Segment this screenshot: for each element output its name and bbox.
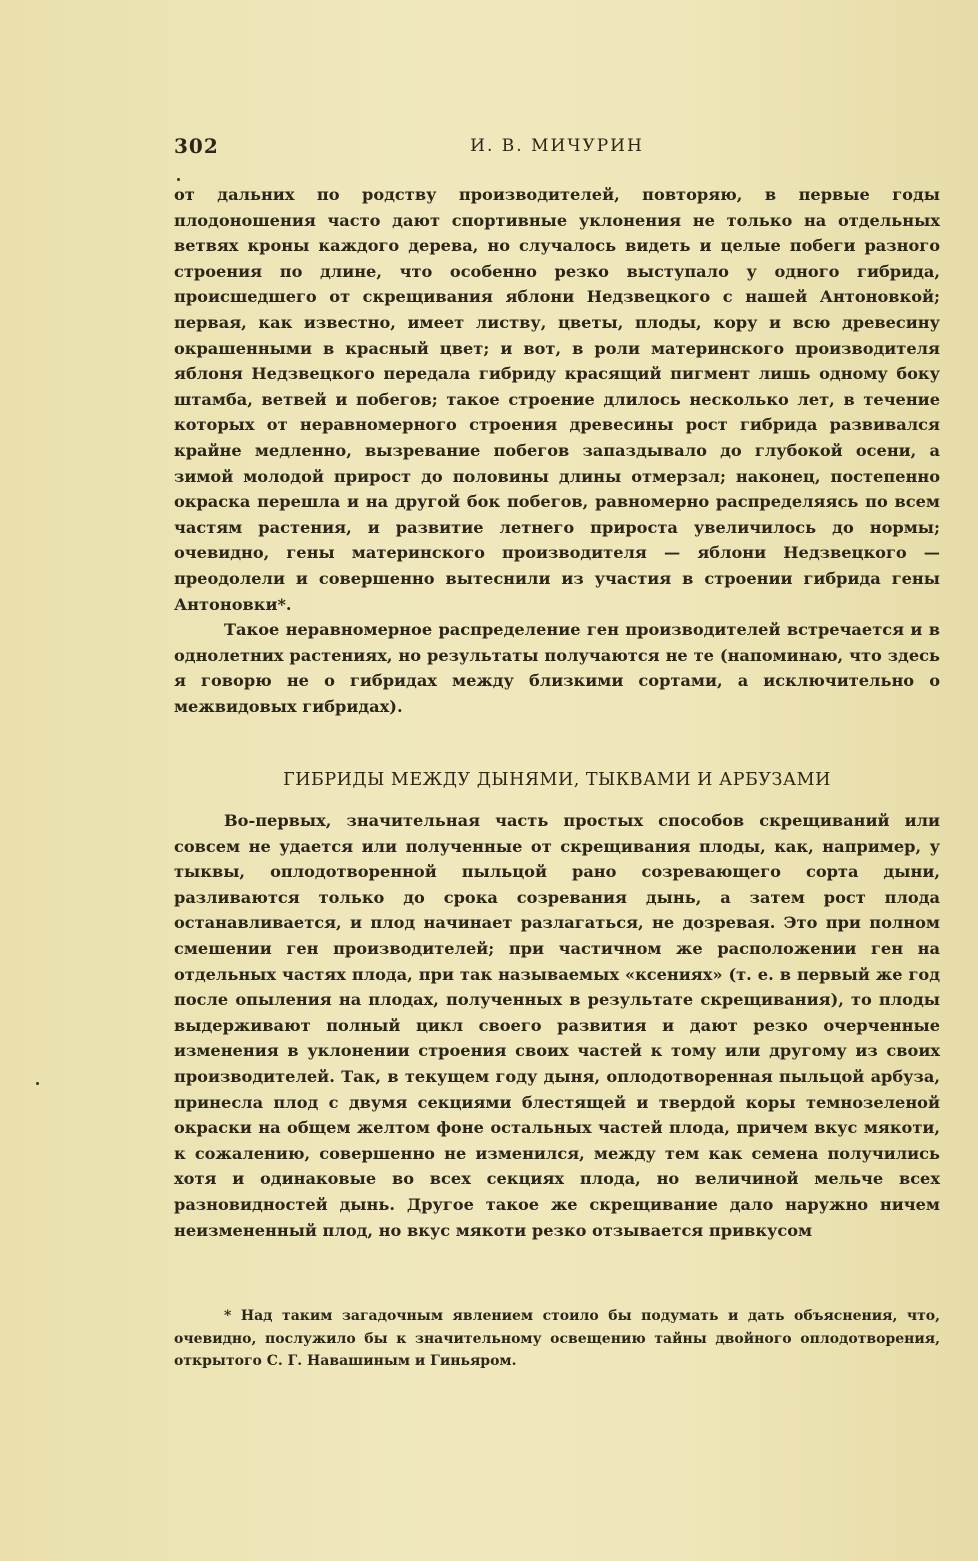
footnote-text: * Над таким загадочным явлением стоило бы подумать и дать объяснения, что, очевидно, послужило бы к значительному освещению тайны двойного оплодотворения, открытого С. Г. Навашиным и Гиньяром. [174,1308,940,1369]
print-speck [177,178,180,181]
author-running-title: И. В. МИЧУРИН [470,136,644,156]
print-speck [36,1082,39,1085]
page-number: 302 [174,134,219,158]
paragraph: Во-первых, значительная часть простых способов скрещиваний или совсем не удается или полученные от скрещивания плоды, как, например, у тыквы, оплодотворенной пыльцой рано созревающего сорта дыни, разливаются только до срока созревания дынь, а затем рост плода останавливается, и плод начинает разлагаться, не дозревая. Это при полном смешении ген производителей; при частичном же расположении ген на отдельных частях плода, при так называемых «ксениях» (т. е. в первый же год после опыления на плодах, полученных в результате скрещивания), то плоды выдерживают полный цикл своего развития и дают резко очерченные изменения в уклонении строения своих частей к тому или другому из своих производителей. Так, в текущем году дыня, оплодотворенная пыльцой арбуза, принесла плод с двумя секциями блестящей и твердой коры темнозеленой окраски на общем желтом фоне остальных частей плода, причем вкус мякоти, к сожалению, совершенно не изменился, между тем как семена получились хотя и одинаковые во всех секциях плода, но величиной мельче всех разновидностей дынь. Другое такое же скрещивание дало наружно ничем неизмененный плод, но вкус мякоти резко отзывается привкусом [174,811,940,1240]
text-block-bottom [174,808,940,1243]
paragraph: от дальних по родству производителей, повторяю, в первые годы плодоношения часто дают спортивные уклонения не только на отдельных ветвях кроны каждого дерева, но случалось видеть и целые побеги разного строения по длине, что особенно резко выступало у одного гибрида, происшедшего от скрещивания яблони Недзвецкого с нашей Антоновкой; первая, как известно, имеет листву, цветы, плоды, кору и всю древесину окрашенными в красный цвет; и вот, в роли материнского производителя яблоня Недзвецкого передала гибриду красящий пигмент лишь одному боку штамба, ветвей и побегов; такое строение длилось несколько лет, в течение которых от неравномерного строения древесины рост гибрида развивался крайне медленно, вызревание побегов запаздывало до глубокой осени, а зимой молодой прирост до половины длины отмерзал; наконец, постепенно окраска перешла и на другой бок побегов, равномерно распределяясь по всем частям растения, и развитие летнего прироста увеличилось до нормы; очевидно, гены материнского производителя — яблони Недзвецкого — преодолели и совершенно вытеснили из участия в строении гибрида гены Антоновки*. [174,185,940,614]
section-heading: ГИБРИДЫ МЕЖДУ ДЫНЯМИ, ТЫКВАМИ И АРБУЗАМИ [283,770,831,790]
footnote [174,1305,940,1373]
paragraph: Такое неравномерное распределение ген производителей встречается и в однолетних растениях, но результаты получаются не те (напоминаю, что здесь я говорю не о гибридах между близкими сортами, а исключительно о межвидовых гибридах). [174,620,940,716]
running-head [174,134,940,160]
text-block-top [174,182,940,719]
